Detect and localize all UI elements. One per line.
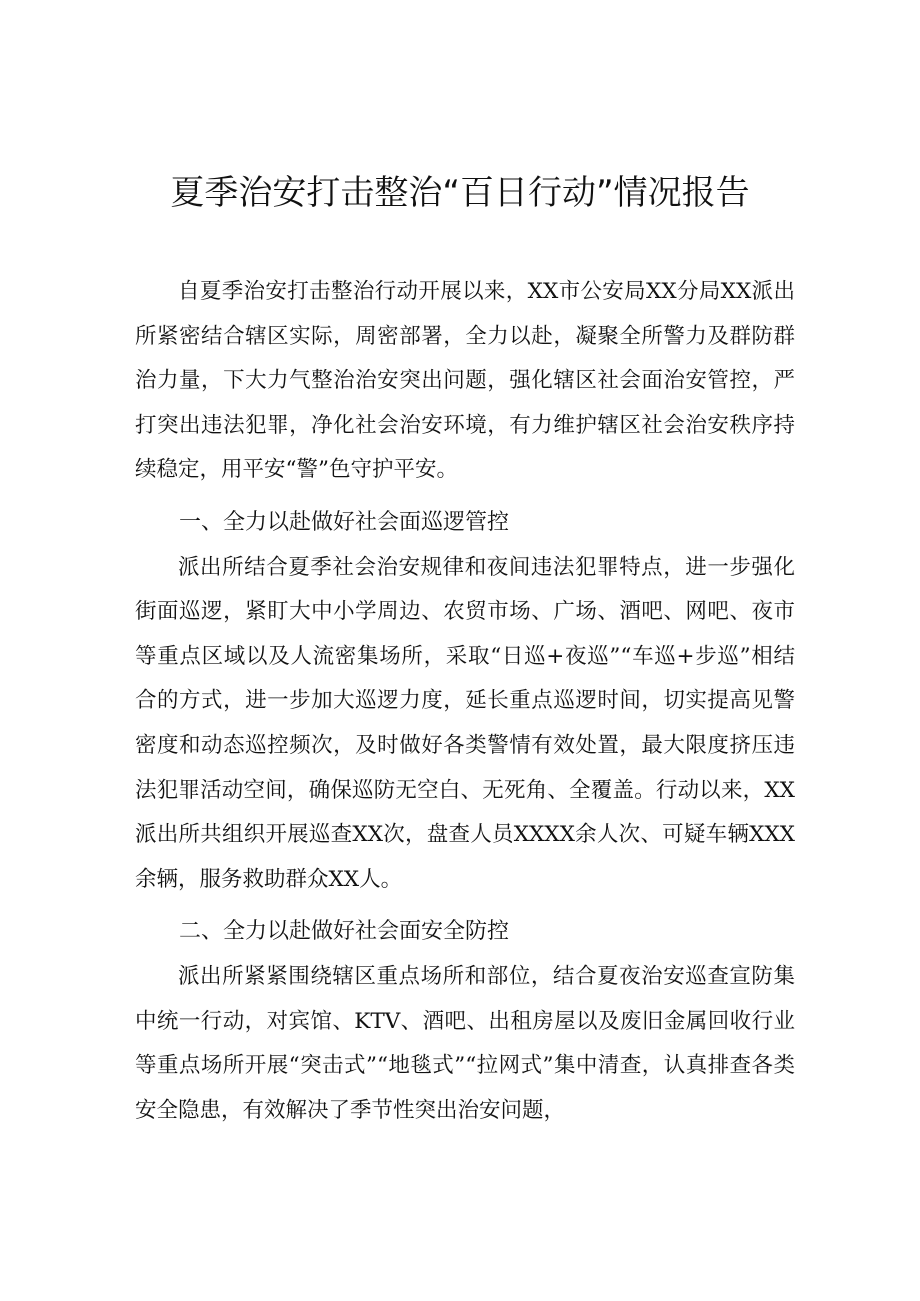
- section-body-1: 派出所结合夏季社会治安规律和夜间违法犯罪特点，进一步强化街面巡逻，紧盯大中小学周边、农贸市场、广场、酒吧、网吧、夜市等重点区域以及人流密集场所，采取“日巡+夜巡”“车巡+步巡”相结合的方式，进一步加大巡逻力度，延长重点巡逻时间，切实提高见警密度和动态巡控频次，及时做好各类警情有效处置，最大限度挤压违法犯罪活动空间，确保巡防无空白、无死角、全覆盖。行动以来，XX派出所共组织开展巡查XX次，盘查人员XXXX余人次、可疑车辆XXX余辆，服务救助群众XX人。: [135, 554, 795, 892]
- document-title: 夏季治安打击整治“百日行动”情况报告: [170, 173, 750, 213]
- section-heading-2: 二、全力以赴做好社会面安全防控: [179, 919, 510, 945]
- section-heading-1: 一、全力以赴做好社会面巡逻管控: [179, 509, 510, 535]
- section-body-2: 派出所紧紧围绕辖区重点场所和部位，结合夏夜治安巡查宣防集中统一行动，对宾馆、KTV、酒吧、出租房屋以及废旧金属回收行业等重点场所开展“突击式”“地毯式”“拉网式”集中清查，认真排查各类安全隐患，有效解决了季节性突出治安问题，: [135, 963, 795, 1123]
- intro-paragraph: 自夏季治安打击整治行动开展以来，XX市公安局XX分局XX派出所紧密结合辖区实际，周密部署，全力以赴，凝聚全所警力及群防群治力量，下大力气整治治安突出问题，强化辖区社会面治安管控，严打突出违法犯罪，净化社会治安环境，有力维护辖区社会治安秩序持续稳定，用平安“警”色守护平安。: [135, 279, 795, 483]
- document-body: [135, 270, 795, 1133]
